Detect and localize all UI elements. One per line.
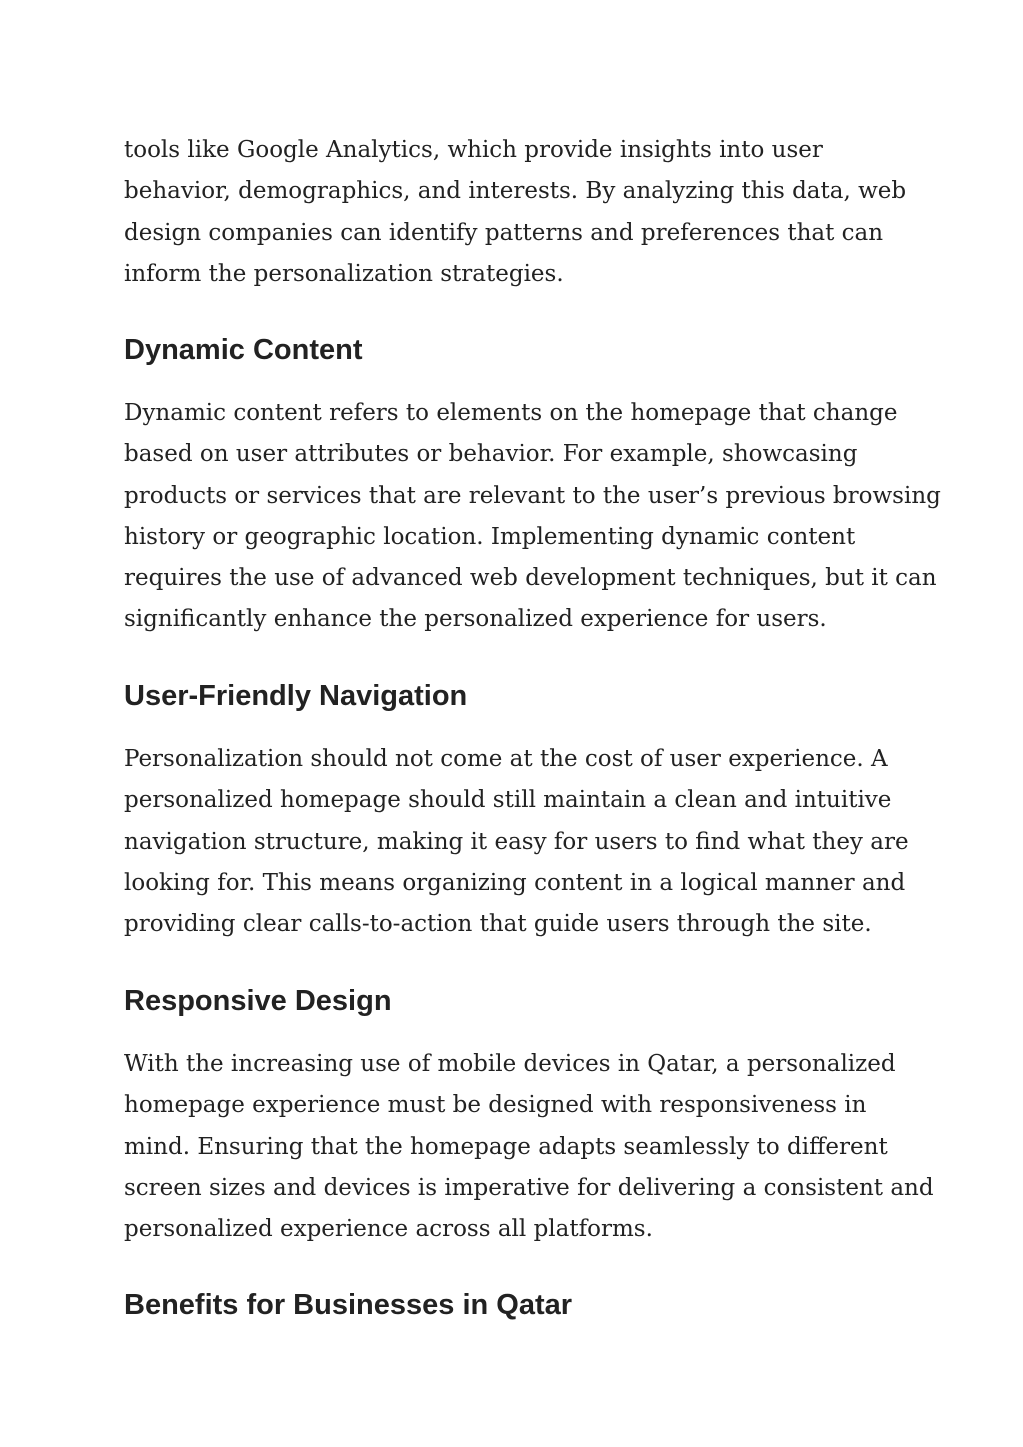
paragraph-line: behavior, demographics, and interests. By analyzing this data, web — [124, 178, 907, 205]
paragraph-line: Dynamic content refers to elements on the homepage that change — [124, 400, 898, 426]
section-heading-dynamic-content: Dynamic Content — [124, 334, 363, 366]
responsive-design-paragraph — [124, 1044, 934, 1250]
section-heading-benefits-for-businesses: Benefits for Businesses in Qatar — [124, 1289, 573, 1321]
paragraph-line: looking for. This means organizing content in a logical manner and — [124, 869, 906, 896]
paragraph-line: personalized experience across all platforms. — [124, 1216, 653, 1243]
section-heading-user-friendly-navigation: User-Friendly Navigation — [124, 680, 468, 712]
section-heading-responsive-design: Responsive Design — [124, 985, 392, 1017]
paragraph-line: tools like Google Analytics, which provide insights into user — [124, 137, 823, 163]
paragraph-line: screen sizes and devices is imperative for delivering a consistent and — [124, 1174, 934, 1201]
paragraph-line: based on user attributes or behavior. For example, showcasing — [124, 441, 858, 468]
paragraph-line: mind. Ensuring that the homepage adapts seamlessly to different — [124, 1133, 888, 1160]
paragraph-line: requires the use of advanced web development techniques, but it can — [124, 565, 937, 592]
dynamic-content-paragraph — [124, 393, 941, 641]
paragraph-line: With the increasing use of mobile devices in Qatar, a personalized — [124, 1051, 896, 1077]
paragraph-line: products or services that are relevant to the user’s previous browsing — [124, 482, 941, 509]
paragraph-line: homepage experience must be designed with responsiveness in — [124, 1092, 867, 1119]
navigation-paragraph — [124, 739, 914, 945]
paragraph-line: history or geographic location. Implementing dynamic content — [124, 523, 856, 550]
intro-paragraph — [124, 130, 914, 295]
paragraph-line: significantly enhance the personalized experience for users. — [124, 606, 827, 633]
paragraph-line: Personalization should not come at the cost of user experience. A — [124, 746, 888, 772]
paragraph-line: design companies can identify patterns and preferences that can — [124, 219, 884, 246]
paragraph-line: navigation structure, making it easy for users to find what they are — [124, 828, 909, 855]
paragraph-line: inform the personalization strategies. — [124, 260, 564, 287]
paragraph-line: providing clear calls-to-action that guide users through the site. — [124, 911, 872, 938]
paragraph-line: personalized homepage should still maintain a clean and intuitive — [124, 787, 892, 814]
